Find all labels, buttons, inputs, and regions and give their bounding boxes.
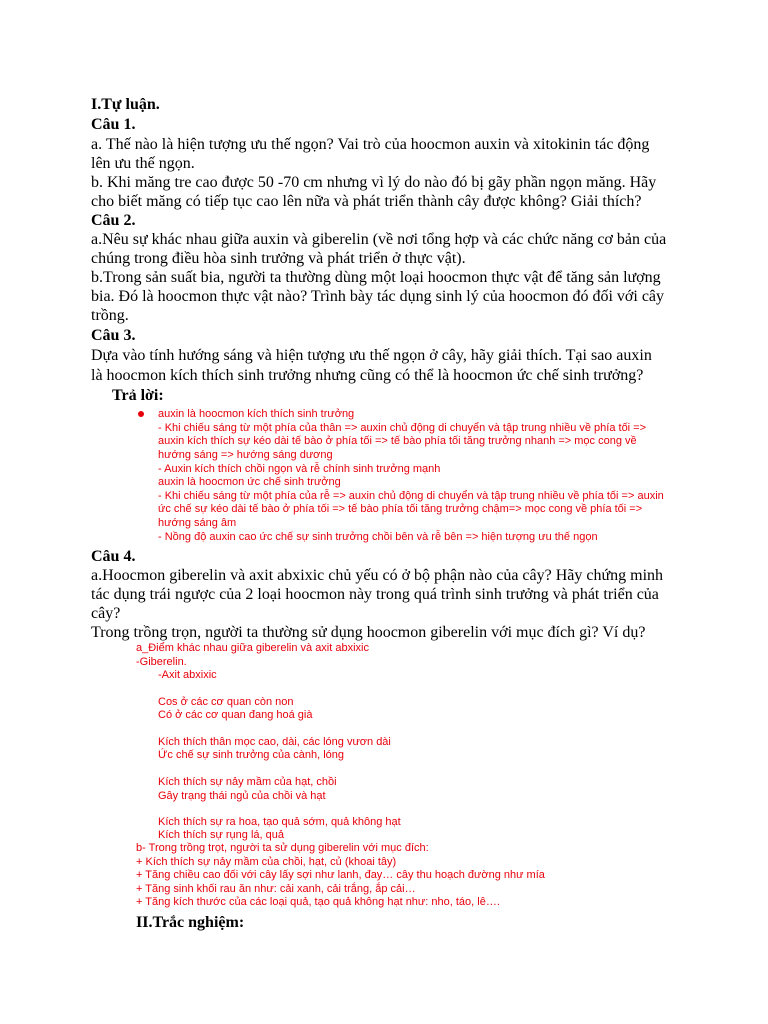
- question-2-line: b.Trong sản suất bia, người ta thường dùng một loại hoocmon thực vật để tăng sản lượng: [91, 269, 661, 286]
- question-1-line: a. Thế nào là hiện tượng ưu thế ngọn? Vai trò của hoocmon auxin và xitokinin tác động: [91, 136, 650, 153]
- question-2-line: a.Nêu sự khác nhau giữa auxin và giberelin (về nơi tổng hợp và các chức năng cơ bản của: [91, 231, 667, 248]
- question-1-heading: Câu 1.: [91, 116, 136, 133]
- question-2-line: bia. Đó là hoocmon thực vật nào? Trình bày tác dụng sinh lý của hoocmon đó đối với cây: [91, 288, 665, 305]
- section-title-essay: I.Tự luận.: [91, 96, 160, 113]
- answer-line: b- Trong trồng trọt, người ta sử dụng giberelin với mục đích:: [136, 842, 429, 854]
- answer-line: + Tăng sinh khối rau ăn như: cải xanh, cải trắng, ắp cải…: [136, 883, 416, 895]
- answer-line: - Khi chiếu sáng từ một phía của thân => auxin chủ động di chuyển và tập trung nhiều về phía tối =>: [158, 422, 647, 434]
- answer-line: hướng sáng âm: [158, 517, 237, 529]
- question-3-line: là hoocmon kích thích sinh trưởng nhưng cũng có thể là hoocmon ức chế sinh trưởng?: [91, 367, 644, 384]
- answer-line: auxin là hoocmon ức chế sinh trưởng: [158, 476, 341, 488]
- answer-line: auxin kích thích sự kéo dài tế bào ở phía tối => tế bào phía tối tăng trưởng nhanh => mọc cong về: [158, 435, 637, 447]
- question-2-line: chúng trong điều hòa sinh trưởng và phát triển ở thực vật).: [91, 250, 466, 267]
- question-1-line: cho biết măng có tiếp tục cao lên nữa và phát triển thành cây được không? Giải thích?: [91, 193, 642, 210]
- answer-line: -Giberelin.: [136, 656, 187, 668]
- section-title-multiple-choice: II.Trắc nghiệm:: [136, 914, 245, 931]
- answer-line: Kích thích sự nảy mầm của hạt, chồi: [158, 776, 337, 788]
- question-2-heading: Câu 2.: [91, 212, 136, 229]
- question-4-heading: Câu 4.: [91, 548, 136, 565]
- answer-heading: Trả lời:: [112, 387, 164, 404]
- answer-line: - Auxin kích thích chồi ngọn và rễ chính sinh trưởng mạnh: [158, 463, 441, 475]
- answer-line: Kích thích sự rụng lá, quả: [158, 829, 284, 841]
- question-3-heading: Câu 3.: [91, 327, 136, 344]
- answer-line: - Khi chiếu sáng từ một phía của rễ => auxin chủ động di chuyển và tập trung nhiều về phía tối => auxin: [158, 490, 664, 502]
- question-4-line: cây?: [91, 605, 121, 622]
- answer-line: Ức chế sự sinh trưởng của cành, lóng: [158, 749, 345, 761]
- answer-line: hướng sáng => hướng sáng dương: [158, 449, 333, 461]
- question-1-line: lên ưu thế ngọn.: [91, 155, 195, 172]
- answer-line: Kích thích sự ra hoa, tạo quả sớm, quả không hạt: [158, 816, 401, 828]
- answer-line: auxin là hoocmon kích thích sinh trưởng: [158, 408, 355, 420]
- answer-line: ức chế sự kéo dài tế bào ở phía tối => tế bào phía tối tăng trưởng chậm=> mọc cong về phía tối =>: [158, 503, 643, 515]
- answer-line: Gây trạng thái ngủ của chồi và hạt: [158, 790, 326, 802]
- question-1-line: b. Khi măng tre cao được 50 -70 cm nhưng vì lý do nào đó bị gãy phần ngọn măng. Hãy: [91, 174, 657, 191]
- question-3-line: Dựa vào tính hướng sáng và hiện tượng ưu thế ngọn ở cây, hãy giải thích. Tại sao auxin: [91, 347, 652, 364]
- question-4-line: tác dụng trái ngược của 2 loại hoocmon này trong quá trình sinh trưởng và phát triển của: [91, 586, 659, 603]
- answer-line: + Kích thích sự nảy mầm của chồi, hạt, củ (khoai tây): [136, 856, 397, 868]
- answer-line: Kích thích thân mọc cao, dài, các lóng vươn dài: [158, 736, 391, 748]
- answer-line: + Tăng kích thước của các loại quả, tạo quả không hạt như: nho, táo, lê….: [136, 896, 500, 908]
- question-4-line: Trong trồng trọn, người ta thường sử dụng hoocmon giberelin với mục đích gì? Ví dụ?: [91, 624, 646, 641]
- bullet-icon: [138, 411, 144, 417]
- question-4-line: a.Hoocmon giberelin và axit abxixic chủ yếu có ở bộ phận nào của cây? Hãy chứng minh: [91, 567, 664, 584]
- answer-line: a_Điểm khác nhau giữa giberelin và axit abxixic: [136, 642, 369, 654]
- answer-line: + Tăng chiều cao đối với cây lấy sợi như lanh, đay… cây thu hoạch đường như mía: [136, 869, 545, 881]
- answer-line: -Axit abxixic: [158, 669, 217, 681]
- question-2-line: trồng.: [91, 307, 129, 324]
- answer-line: Có ở các cơ quan đang hoá già: [158, 709, 313, 721]
- answer-line: Cos ở các cơ quan còn non: [158, 696, 294, 708]
- answer-line: - Nồng độ auxin cao ức chế sự sinh trưởng chồi bên và rễ bên => hiện tượng ưu thế ngọn: [158, 531, 598, 543]
